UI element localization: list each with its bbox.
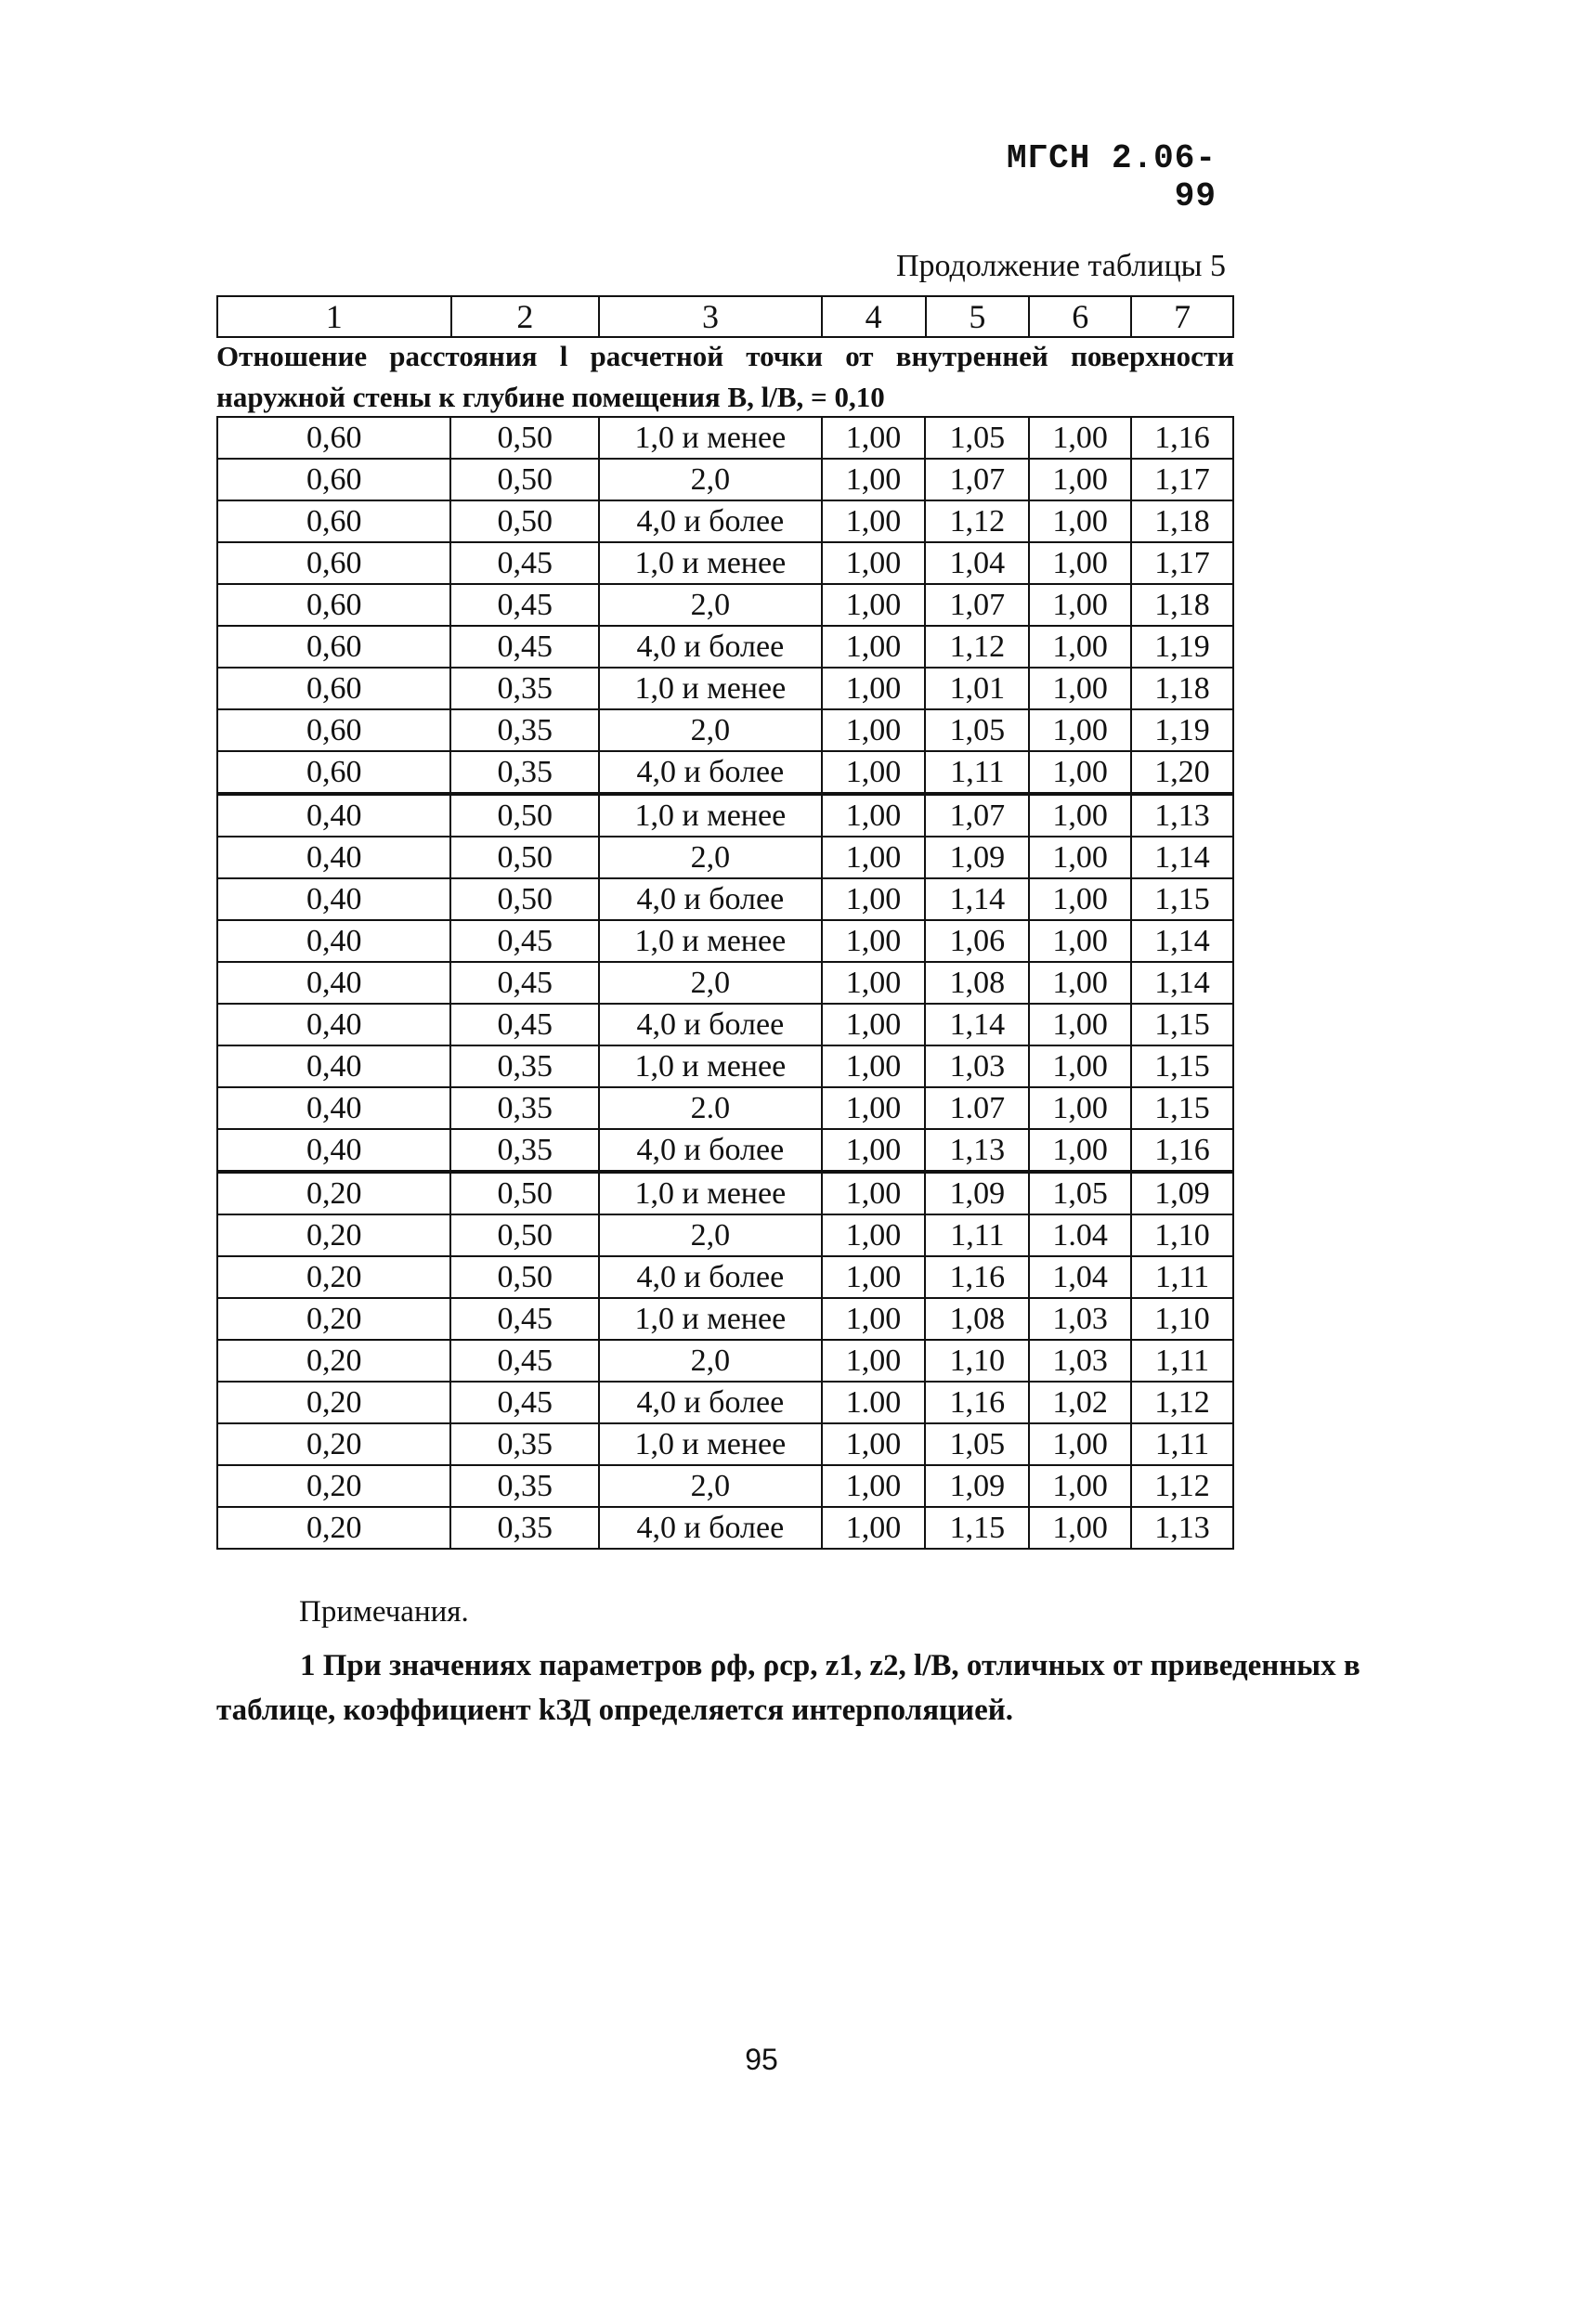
table-cell: 1,00 bbox=[1029, 1004, 1131, 1045]
table-cell: 2,0 bbox=[599, 1214, 822, 1256]
table-cell: 1,13 bbox=[1131, 1507, 1233, 1549]
table-cell: 1,07 bbox=[925, 794, 1029, 837]
table-cell: 0,20 bbox=[217, 1507, 450, 1549]
table-cell: 1,09 bbox=[925, 1172, 1029, 1214]
table-cell: 0,35 bbox=[450, 751, 599, 794]
table-cell: 1,00 bbox=[1029, 962, 1131, 1004]
table-cell: 4,0 и более bbox=[599, 626, 822, 668]
table-cell: 1,00 bbox=[822, 459, 926, 500]
table-cell: 0,20 bbox=[217, 1465, 450, 1507]
table-row bbox=[217, 668, 1233, 709]
table-cell: 0,45 bbox=[450, 1340, 599, 1382]
table-row bbox=[217, 1129, 1233, 1172]
table-cell: 1,15 bbox=[1131, 1087, 1233, 1129]
table-cell: 0,50 bbox=[450, 878, 599, 920]
table-cell: 0,50 bbox=[450, 500, 599, 542]
table-row bbox=[217, 1256, 1233, 1298]
table-cell: 1,17 bbox=[1131, 459, 1233, 500]
table-cell: 4,0 и более bbox=[599, 1507, 822, 1549]
table-cell: 1,20 bbox=[1131, 751, 1233, 794]
table-row bbox=[217, 920, 1233, 962]
table-cell: 0,20 bbox=[217, 1214, 450, 1256]
table-cell: 4,0 и более bbox=[599, 1004, 822, 1045]
table-cell: 1,10 bbox=[1131, 1214, 1233, 1256]
table-cell: 1,00 bbox=[822, 584, 926, 626]
table-cell: 1,0 и менее bbox=[599, 1298, 822, 1340]
table-cell: 0,45 bbox=[450, 1004, 599, 1045]
table-cell: 1,00 bbox=[1029, 626, 1131, 668]
table-cell: 1,00 bbox=[822, 837, 926, 878]
table-cell: 1,14 bbox=[1131, 962, 1233, 1004]
table-cell: 1,19 bbox=[1131, 709, 1233, 751]
table-cell: 1,10 bbox=[1131, 1298, 1233, 1340]
table-cell: 1,0 и менее bbox=[599, 794, 822, 837]
table-cell: 1,00 bbox=[822, 1340, 926, 1382]
table-cell: 1,05 bbox=[1029, 1172, 1131, 1214]
table-cell: 1,00 bbox=[822, 1172, 926, 1214]
table-cell: 1,0 и менее bbox=[599, 1423, 822, 1465]
document-code: МГСН 2.06-99 bbox=[1006, 139, 1217, 215]
column-number: 7 bbox=[1131, 296, 1233, 337]
column-number: 5 bbox=[926, 296, 1030, 337]
table-cell: 2,0 bbox=[599, 1340, 822, 1382]
table-cell: 1,16 bbox=[925, 1256, 1029, 1298]
table-cell: 1,00 bbox=[822, 920, 926, 962]
table-cell: 1,16 bbox=[1131, 417, 1233, 459]
table-cell: 0,60 bbox=[217, 459, 450, 500]
table-row bbox=[217, 626, 1233, 668]
table-cell: 0,50 bbox=[450, 1214, 599, 1256]
table-row bbox=[217, 837, 1233, 878]
table-cell: 2,0 bbox=[599, 709, 822, 751]
table-cell: 0,60 bbox=[217, 751, 450, 794]
table-cell: 1,0 и менее bbox=[599, 417, 822, 459]
table-row bbox=[217, 1214, 1233, 1256]
table-cell: 1,13 bbox=[925, 1129, 1029, 1172]
table-cell: 1,04 bbox=[925, 542, 1029, 584]
table-cell: 1,15 bbox=[1131, 1004, 1233, 1045]
table-cell: 1,05 bbox=[925, 709, 1029, 751]
table-cell: 4,0 и более bbox=[599, 878, 822, 920]
table-cell: 1,00 bbox=[822, 417, 926, 459]
table-row bbox=[217, 1172, 1233, 1214]
table-cell: 1,16 bbox=[1131, 1129, 1233, 1172]
table-cell: 1,00 bbox=[822, 542, 926, 584]
table-row bbox=[217, 459, 1233, 500]
table-cell: 4,0 и более bbox=[599, 1256, 822, 1298]
table-cell: 1,08 bbox=[925, 962, 1029, 1004]
table-cell: 1,00 bbox=[822, 962, 926, 1004]
column-number: 6 bbox=[1029, 296, 1131, 337]
table-continuation-label: Продолжение таблицы 5 bbox=[895, 249, 1226, 283]
table-cell: 1,00 bbox=[822, 1129, 926, 1172]
column-number-header bbox=[216, 295, 1234, 338]
section-caption-line1: Отношение расстояния l расчетной точки от внутренней поверхности bbox=[216, 340, 1234, 372]
table-cell: 0,40 bbox=[217, 1004, 450, 1045]
table-cell: 0,60 bbox=[217, 500, 450, 542]
table-cell: 0,60 bbox=[217, 626, 450, 668]
table-cell: 0,45 bbox=[450, 1382, 599, 1423]
table-cell: 0,35 bbox=[450, 1465, 599, 1507]
table-cell: 1,12 bbox=[1131, 1382, 1233, 1423]
section-caption-line2: наружной стены к глубине помещения B, l/B, = 0,10 bbox=[216, 381, 885, 413]
table-cell: 1,08 bbox=[925, 1298, 1029, 1340]
table-row bbox=[217, 1465, 1233, 1507]
table-cell: 0,50 bbox=[450, 417, 599, 459]
table-cell: 0,40 bbox=[217, 794, 450, 837]
table-cell: 0,40 bbox=[217, 878, 450, 920]
table-cell: 0,35 bbox=[450, 668, 599, 709]
table-cell: 1,11 bbox=[1131, 1256, 1233, 1298]
table-cell: 1,00 bbox=[1029, 668, 1131, 709]
table-row bbox=[217, 1087, 1233, 1129]
table-cell: 1,11 bbox=[925, 751, 1029, 794]
table-cell: 0,20 bbox=[217, 1423, 450, 1465]
table-cell: 1,09 bbox=[925, 837, 1029, 878]
table-cell: 1,00 bbox=[822, 500, 926, 542]
table-cell: 1,00 bbox=[1029, 794, 1131, 837]
table-cell: 0,20 bbox=[217, 1172, 450, 1214]
table-cell: 1,00 bbox=[822, 1423, 926, 1465]
table-row bbox=[217, 1340, 1233, 1382]
table-cell: 0,50 bbox=[450, 1172, 599, 1214]
table-cell: 1,14 bbox=[1131, 920, 1233, 962]
table-cell: 1,15 bbox=[925, 1507, 1029, 1549]
table-cell: 1,00 bbox=[1029, 584, 1131, 626]
table-cell: 0,20 bbox=[217, 1340, 450, 1382]
table-row bbox=[217, 794, 1233, 837]
table-cell: 2.0 bbox=[599, 1087, 822, 1129]
table-cell: 1,06 bbox=[925, 920, 1029, 962]
table-cell: 0,60 bbox=[217, 417, 450, 459]
table-cell: 1,11 bbox=[925, 1214, 1029, 1256]
table-cell: 1,00 bbox=[822, 1465, 926, 1507]
table-cell: 0,40 bbox=[217, 1045, 450, 1087]
table-cell: 2,0 bbox=[599, 1465, 822, 1507]
table-cell: 1,0 и менее bbox=[599, 668, 822, 709]
column-number: 1 bbox=[217, 296, 451, 337]
table-cell: 1,18 bbox=[1131, 500, 1233, 542]
table-row bbox=[217, 500, 1233, 542]
table-cell: 2,0 bbox=[599, 837, 822, 878]
table-cell: 1,16 bbox=[925, 1382, 1029, 1423]
table-cell: 1,02 bbox=[1029, 1382, 1131, 1423]
table-cell: 4,0 и более bbox=[599, 1382, 822, 1423]
table-cell: 0,40 bbox=[217, 962, 450, 1004]
table-cell: 1,00 bbox=[1029, 878, 1131, 920]
table-row bbox=[217, 417, 1233, 459]
table-cell: 0,50 bbox=[450, 837, 599, 878]
table-cell: 0,40 bbox=[217, 837, 450, 878]
table-cell: 1,00 bbox=[822, 1507, 926, 1549]
table-cell: 1,00 bbox=[1029, 1087, 1131, 1129]
table-cell: 1,18 bbox=[1131, 668, 1233, 709]
table-cell: 1.00 bbox=[822, 1382, 926, 1423]
table-cell: 0,60 bbox=[217, 709, 450, 751]
table-cell: 1,00 bbox=[1029, 1045, 1131, 1087]
table-row bbox=[217, 1382, 1233, 1423]
table-cell: 2,0 bbox=[599, 962, 822, 1004]
table-cell: 2,0 bbox=[599, 459, 822, 500]
table-cell: 1,01 bbox=[925, 668, 1029, 709]
table-cell: 1,00 bbox=[1029, 751, 1131, 794]
table-row bbox=[217, 1045, 1233, 1087]
table-cell: 0,40 bbox=[217, 920, 450, 962]
table-cell: 0,35 bbox=[450, 1507, 599, 1549]
section-caption bbox=[216, 336, 1234, 418]
table-cell: 0,45 bbox=[450, 584, 599, 626]
table-cell: 1,0 и менее bbox=[599, 920, 822, 962]
table-cell: 4,0 и более bbox=[599, 500, 822, 542]
table-cell: 0,45 bbox=[450, 626, 599, 668]
table-cell: 1,0 и менее bbox=[599, 542, 822, 584]
table-row bbox=[217, 962, 1233, 1004]
table-cell: 1,00 bbox=[1029, 417, 1131, 459]
table-cell: 1,12 bbox=[925, 500, 1029, 542]
table-cell: 1,19 bbox=[1131, 626, 1233, 668]
table-cell: 1,03 bbox=[1029, 1298, 1131, 1340]
table-cell: 1,10 bbox=[925, 1340, 1029, 1382]
table-cell: 0,20 bbox=[217, 1298, 450, 1340]
table-row bbox=[217, 1507, 1233, 1549]
table-row bbox=[217, 1004, 1233, 1045]
table-cell: 1,14 bbox=[1131, 837, 1233, 878]
table-cell: 1,15 bbox=[1131, 1045, 1233, 1087]
table-cell: 1,00 bbox=[1029, 1129, 1131, 1172]
table-cell: 1,14 bbox=[925, 1004, 1029, 1045]
table-cell: 1,12 bbox=[925, 626, 1029, 668]
table-cell: 0,45 bbox=[450, 542, 599, 584]
table-cell: 4,0 и более bbox=[599, 1129, 822, 1172]
table-cell: 1,07 bbox=[925, 584, 1029, 626]
table-cell: 1,09 bbox=[925, 1465, 1029, 1507]
table-cell: 1,00 bbox=[1029, 1507, 1131, 1549]
table-row bbox=[217, 878, 1233, 920]
table-cell: 1,04 bbox=[1029, 1256, 1131, 1298]
table-cell: 0,35 bbox=[450, 1423, 599, 1465]
table-cell: 0,40 bbox=[217, 1087, 450, 1129]
table-cell: 1,0 и менее bbox=[599, 1172, 822, 1214]
table-cell: 1,00 bbox=[822, 1298, 926, 1340]
table-cell: 0,45 bbox=[450, 962, 599, 1004]
table-row bbox=[217, 1298, 1233, 1340]
table-cell: 1,03 bbox=[1029, 1340, 1131, 1382]
table-cell: 1,00 bbox=[822, 1256, 926, 1298]
table-cell: 1,00 bbox=[822, 709, 926, 751]
column-number: 2 bbox=[451, 296, 600, 337]
table-cell: 1,00 bbox=[1029, 1423, 1131, 1465]
table-cell: 0,35 bbox=[450, 1045, 599, 1087]
table-cell: 4,0 и более bbox=[599, 751, 822, 794]
table-cell: 1,03 bbox=[925, 1045, 1029, 1087]
table-cell: 0,35 bbox=[450, 1087, 599, 1129]
page-number: 95 bbox=[745, 2043, 778, 2076]
table-cell: 0,20 bbox=[217, 1382, 450, 1423]
table-row bbox=[217, 542, 1233, 584]
table-cell: 1,13 bbox=[1131, 794, 1233, 837]
column-number: 3 bbox=[599, 296, 822, 337]
table-cell: 1,00 bbox=[1029, 920, 1131, 962]
table-cell: 1.07 bbox=[925, 1087, 1029, 1129]
table-cell: 1,00 bbox=[1029, 709, 1131, 751]
table-cell: 1,00 bbox=[822, 1087, 926, 1129]
table-cell: 1,12 bbox=[1131, 1465, 1233, 1507]
table-cell: 1,05 bbox=[925, 417, 1029, 459]
table-cell: 0,50 bbox=[450, 794, 599, 837]
table-cell: 1,00 bbox=[822, 1004, 926, 1045]
table-cell: 1,14 bbox=[925, 878, 1029, 920]
table-cell: 1,00 bbox=[1029, 500, 1131, 542]
table-cell: 1,07 bbox=[925, 459, 1029, 500]
table-cell: 0,60 bbox=[217, 668, 450, 709]
table-row bbox=[217, 709, 1233, 751]
table-cell: 0,35 bbox=[450, 1129, 599, 1172]
table-cell: 1,11 bbox=[1131, 1340, 1233, 1382]
table-cell: 0,50 bbox=[450, 1256, 599, 1298]
table-cell: 1,00 bbox=[822, 1214, 926, 1256]
table-cell: 1,11 bbox=[1131, 1423, 1233, 1465]
table-row bbox=[217, 751, 1233, 794]
table-cell: 1,0 и менее bbox=[599, 1045, 822, 1087]
table-cell: 1.04 bbox=[1029, 1214, 1131, 1256]
table-row bbox=[217, 584, 1233, 626]
table-cell: 1,00 bbox=[822, 751, 926, 794]
table-cell: 1,00 bbox=[1029, 837, 1131, 878]
table-cell: 1,00 bbox=[1029, 459, 1131, 500]
table-row bbox=[217, 1423, 1233, 1465]
table-cell: 1,00 bbox=[822, 668, 926, 709]
data-table-body bbox=[217, 417, 1233, 1549]
table-cell: 1,00 bbox=[822, 794, 926, 837]
table-cell: 0,45 bbox=[450, 920, 599, 962]
table-cell: 0,40 bbox=[217, 1129, 450, 1172]
table-cell: 1,00 bbox=[1029, 542, 1131, 584]
table-cell: 2,0 bbox=[599, 584, 822, 626]
table-cell: 0,60 bbox=[217, 584, 450, 626]
column-number: 4 bbox=[822, 296, 926, 337]
notes-title: Примечания. bbox=[299, 1595, 469, 1629]
data-table bbox=[216, 416, 1234, 1550]
table-cell: 1,09 bbox=[1131, 1172, 1233, 1214]
table-cell: 0,20 bbox=[217, 1256, 450, 1298]
table-cell: 0,50 bbox=[450, 459, 599, 500]
note-1: 1 При значениях параметров ρф, ρср, z1, z2, l/B, отличных от приведенных в таблице, коэффициент kЗД определяется интерполяцией. bbox=[216, 1649, 1360, 1727]
table-cell: 0,45 bbox=[450, 1298, 599, 1340]
table-cell: 1,17 bbox=[1131, 542, 1233, 584]
table-cell: 1,00 bbox=[1029, 1465, 1131, 1507]
table-cell: 1,00 bbox=[822, 626, 926, 668]
table-cell: 1,00 bbox=[822, 1045, 926, 1087]
table-cell: 0,60 bbox=[217, 542, 450, 584]
table-cell: 0,35 bbox=[450, 709, 599, 751]
table-cell: 1,05 bbox=[925, 1423, 1029, 1465]
table-cell: 1,18 bbox=[1131, 584, 1233, 626]
table-cell: 1,15 bbox=[1131, 878, 1233, 920]
table-cell: 1,00 bbox=[822, 878, 926, 920]
